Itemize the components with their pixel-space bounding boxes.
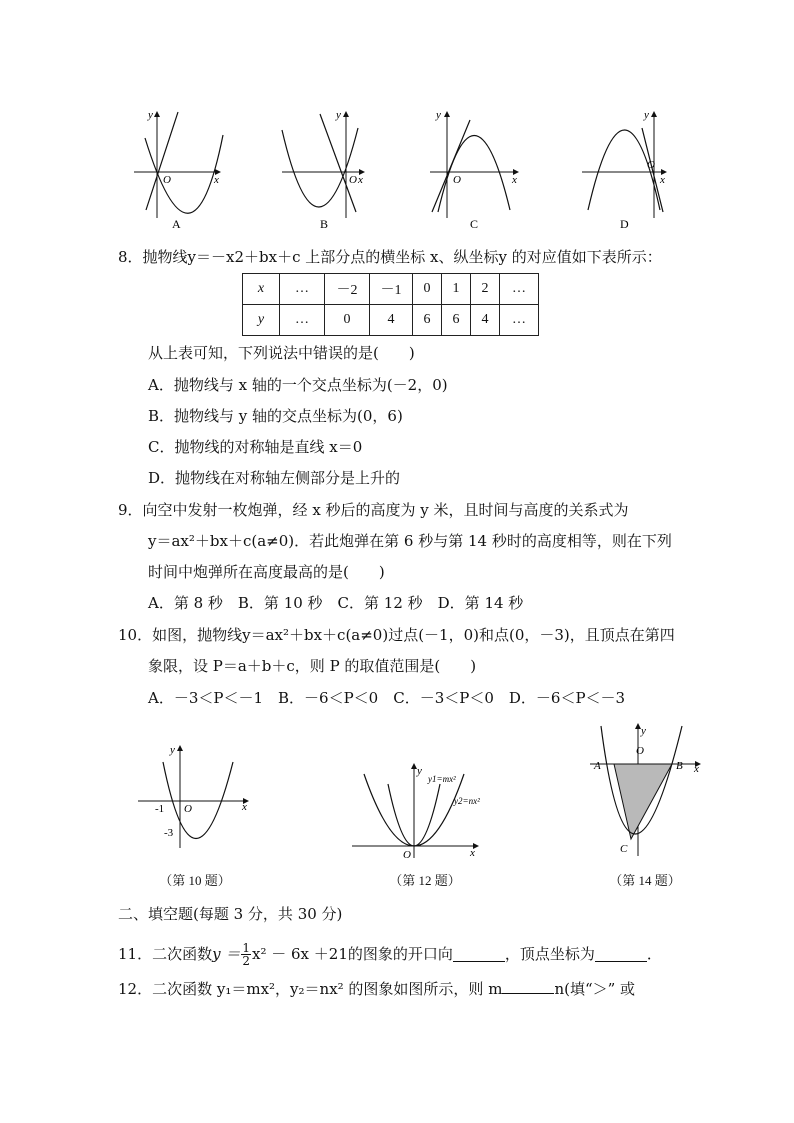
section-2-title: 二、填空题(每题 3 分，共 30 分) xyxy=(118,905,343,923)
figure-q10 xyxy=(130,740,260,852)
q8-stem-text: 抛物线y＝－x2＋bx＋c 上部分点的横坐标 x、纵坐标y 的对应值如下表所示： xyxy=(142,248,662,266)
q11-mid2: ，顶点坐标为 xyxy=(504,945,595,963)
table-cell: －2 xyxy=(325,274,370,305)
q7-graph-d xyxy=(582,109,666,231)
fig14-point-b: B xyxy=(676,760,683,772)
q7-label-a: A xyxy=(172,217,181,231)
table-cell: … xyxy=(500,274,539,305)
q10-number: 10． xyxy=(118,626,153,644)
caption-q14: （第 14 题） xyxy=(609,873,681,888)
table-cell: … xyxy=(280,274,325,305)
fig14-x-label: x xyxy=(694,763,699,775)
q12-line xyxy=(118,978,635,1000)
q11-fraction xyxy=(241,942,251,967)
q11-func-rest: x² － 6x ＋21 xyxy=(252,945,348,963)
table-header-y: y xyxy=(243,305,280,336)
table-cell: －1 xyxy=(370,274,413,305)
q12-blank[interactable] xyxy=(502,979,554,994)
q9-options: A．第 8 秒 B．第 10 秒 C．第 12 秒 D．第 14 秒 xyxy=(148,594,524,612)
table-cell: … xyxy=(280,305,325,336)
caption-q10: （第 10 题） xyxy=(159,873,231,888)
table-header-x: x xyxy=(243,274,280,305)
q8-number: 8． xyxy=(118,248,143,266)
fig14-point-a: A xyxy=(594,760,601,772)
q11-frac-num: 1 xyxy=(242,940,250,955)
fig10-minus1: -1 xyxy=(155,803,165,815)
q8-option-a: A．抛物线与 x 轴的一个交点坐标为(－2，0) xyxy=(148,376,448,394)
q7-label-d: D xyxy=(620,217,629,231)
q8-option-d: D．抛物线在对称轴左侧部分是上升的 xyxy=(148,469,401,487)
q11-prefix: 二次函数 xyxy=(152,945,213,963)
q7a-y-label: y xyxy=(148,109,153,121)
table-cell: 2 xyxy=(471,274,500,305)
q7-label-c: C xyxy=(470,217,479,231)
fig10-minus3: -3 xyxy=(164,827,174,839)
q8-value-table xyxy=(242,273,539,336)
q12-text1: 二次函数 y₁＝mx²，y₂＝nx² 的图象如图所示，则 m xyxy=(152,980,503,998)
q11-frac-den: 2 xyxy=(242,953,250,968)
q12-number: 12． xyxy=(118,980,153,998)
q7b-origin: O xyxy=(349,174,357,186)
caption-q12: （第 12 题） xyxy=(389,873,461,888)
table-cell: 0 xyxy=(413,274,442,305)
q8-option-c: C．抛物线的对称轴是直线 x＝0 xyxy=(148,438,363,456)
figure-q12 xyxy=(350,762,500,862)
q7d-y-label: y xyxy=(644,109,649,121)
q7-figures xyxy=(120,100,680,235)
q8-option-b: B．抛物线与 y 轴的交点坐标为(0，6) xyxy=(148,407,403,425)
table-row-y xyxy=(243,305,539,336)
q11-end: ． xyxy=(646,945,662,963)
q9-line1: 9．向空中发射一枚炮弹，经 x 秒后的高度为 y 米，且时间与高度的关系式为 xyxy=(118,501,629,519)
q7c-y-label: y xyxy=(436,109,441,121)
table-cell: 6 xyxy=(442,305,471,336)
q11-blank-2[interactable] xyxy=(595,947,647,962)
q7-graph-b xyxy=(282,109,364,231)
table-cell: … xyxy=(500,305,539,336)
q11-blank-1[interactable] xyxy=(453,947,505,962)
q7d-origin: O xyxy=(647,159,655,171)
table-cell: 1 xyxy=(442,274,471,305)
q7b-x-label: x xyxy=(358,174,363,186)
fig12-origin: O xyxy=(403,849,411,861)
q11-number: 11． xyxy=(118,945,153,963)
q7d-x-label: x xyxy=(660,174,665,186)
table-cell: 4 xyxy=(370,305,413,336)
q7-label-b: B xyxy=(320,217,329,231)
q11-mid: 的图象的开口向 xyxy=(347,945,453,963)
fig10-y-label: y xyxy=(170,744,175,756)
q7a-x-label: x xyxy=(214,174,219,186)
fig10-origin: O xyxy=(184,803,192,815)
q12-text2: n(填“＞” 或 xyxy=(554,980,636,998)
table-cell: 0 xyxy=(325,305,370,336)
q10-options: A．－3＜P＜－1 B．－6＜P＜0 C．－3＜P＜0 D．－6＜P＜－3 xyxy=(148,689,626,707)
q8-question: 从上表可知，下列说法中错误的是( ) xyxy=(148,344,415,362)
q7c-origin: O xyxy=(453,174,461,186)
fig12-curve1-label: y1=mx² xyxy=(428,774,456,784)
q7-graph-c xyxy=(430,109,518,231)
q7a-origin: O xyxy=(163,174,171,186)
table-row-x xyxy=(243,274,539,305)
q7c-x-label: x xyxy=(512,174,517,186)
fig14-origin: O xyxy=(636,745,644,757)
fig12-y-label: y xyxy=(417,765,422,777)
fig12-curve2-label: y2=nx² xyxy=(454,796,480,806)
q7b-y-label: y xyxy=(336,109,341,121)
fig14-y-label: y xyxy=(641,725,646,737)
q10-line1: 10．如图，抛物线y＝ax²＋bx＋c(a≠0)过点(－1，0)和点(0，－3)，且顶点在第四 xyxy=(118,626,675,644)
fig10-x-label: x xyxy=(242,801,247,813)
q9-number: 9． xyxy=(118,501,143,519)
figure-q14 xyxy=(588,722,706,862)
table-cell: 6 xyxy=(413,305,442,336)
fig12-x-label: x xyxy=(470,847,475,859)
q10-line2: 象限，设 P＝a＋b＋c，则 P 的取值范围是( ) xyxy=(148,657,477,675)
q11-func-lhs: y ＝ xyxy=(212,945,241,963)
q8-stem xyxy=(118,246,662,268)
q9-line3: 时间中炮弹所在高度最高的是( ) xyxy=(148,563,385,581)
q7-graph-a xyxy=(134,109,223,231)
fig14-point-c: C xyxy=(620,843,628,855)
q9-line2: y＝ax²＋bx＋c(a≠0)．若此炮弹在第 6 秒与第 14 秒时的高度相等，则在下列 xyxy=(148,532,672,550)
table-cell: 4 xyxy=(471,305,500,336)
q11-line xyxy=(118,940,662,968)
